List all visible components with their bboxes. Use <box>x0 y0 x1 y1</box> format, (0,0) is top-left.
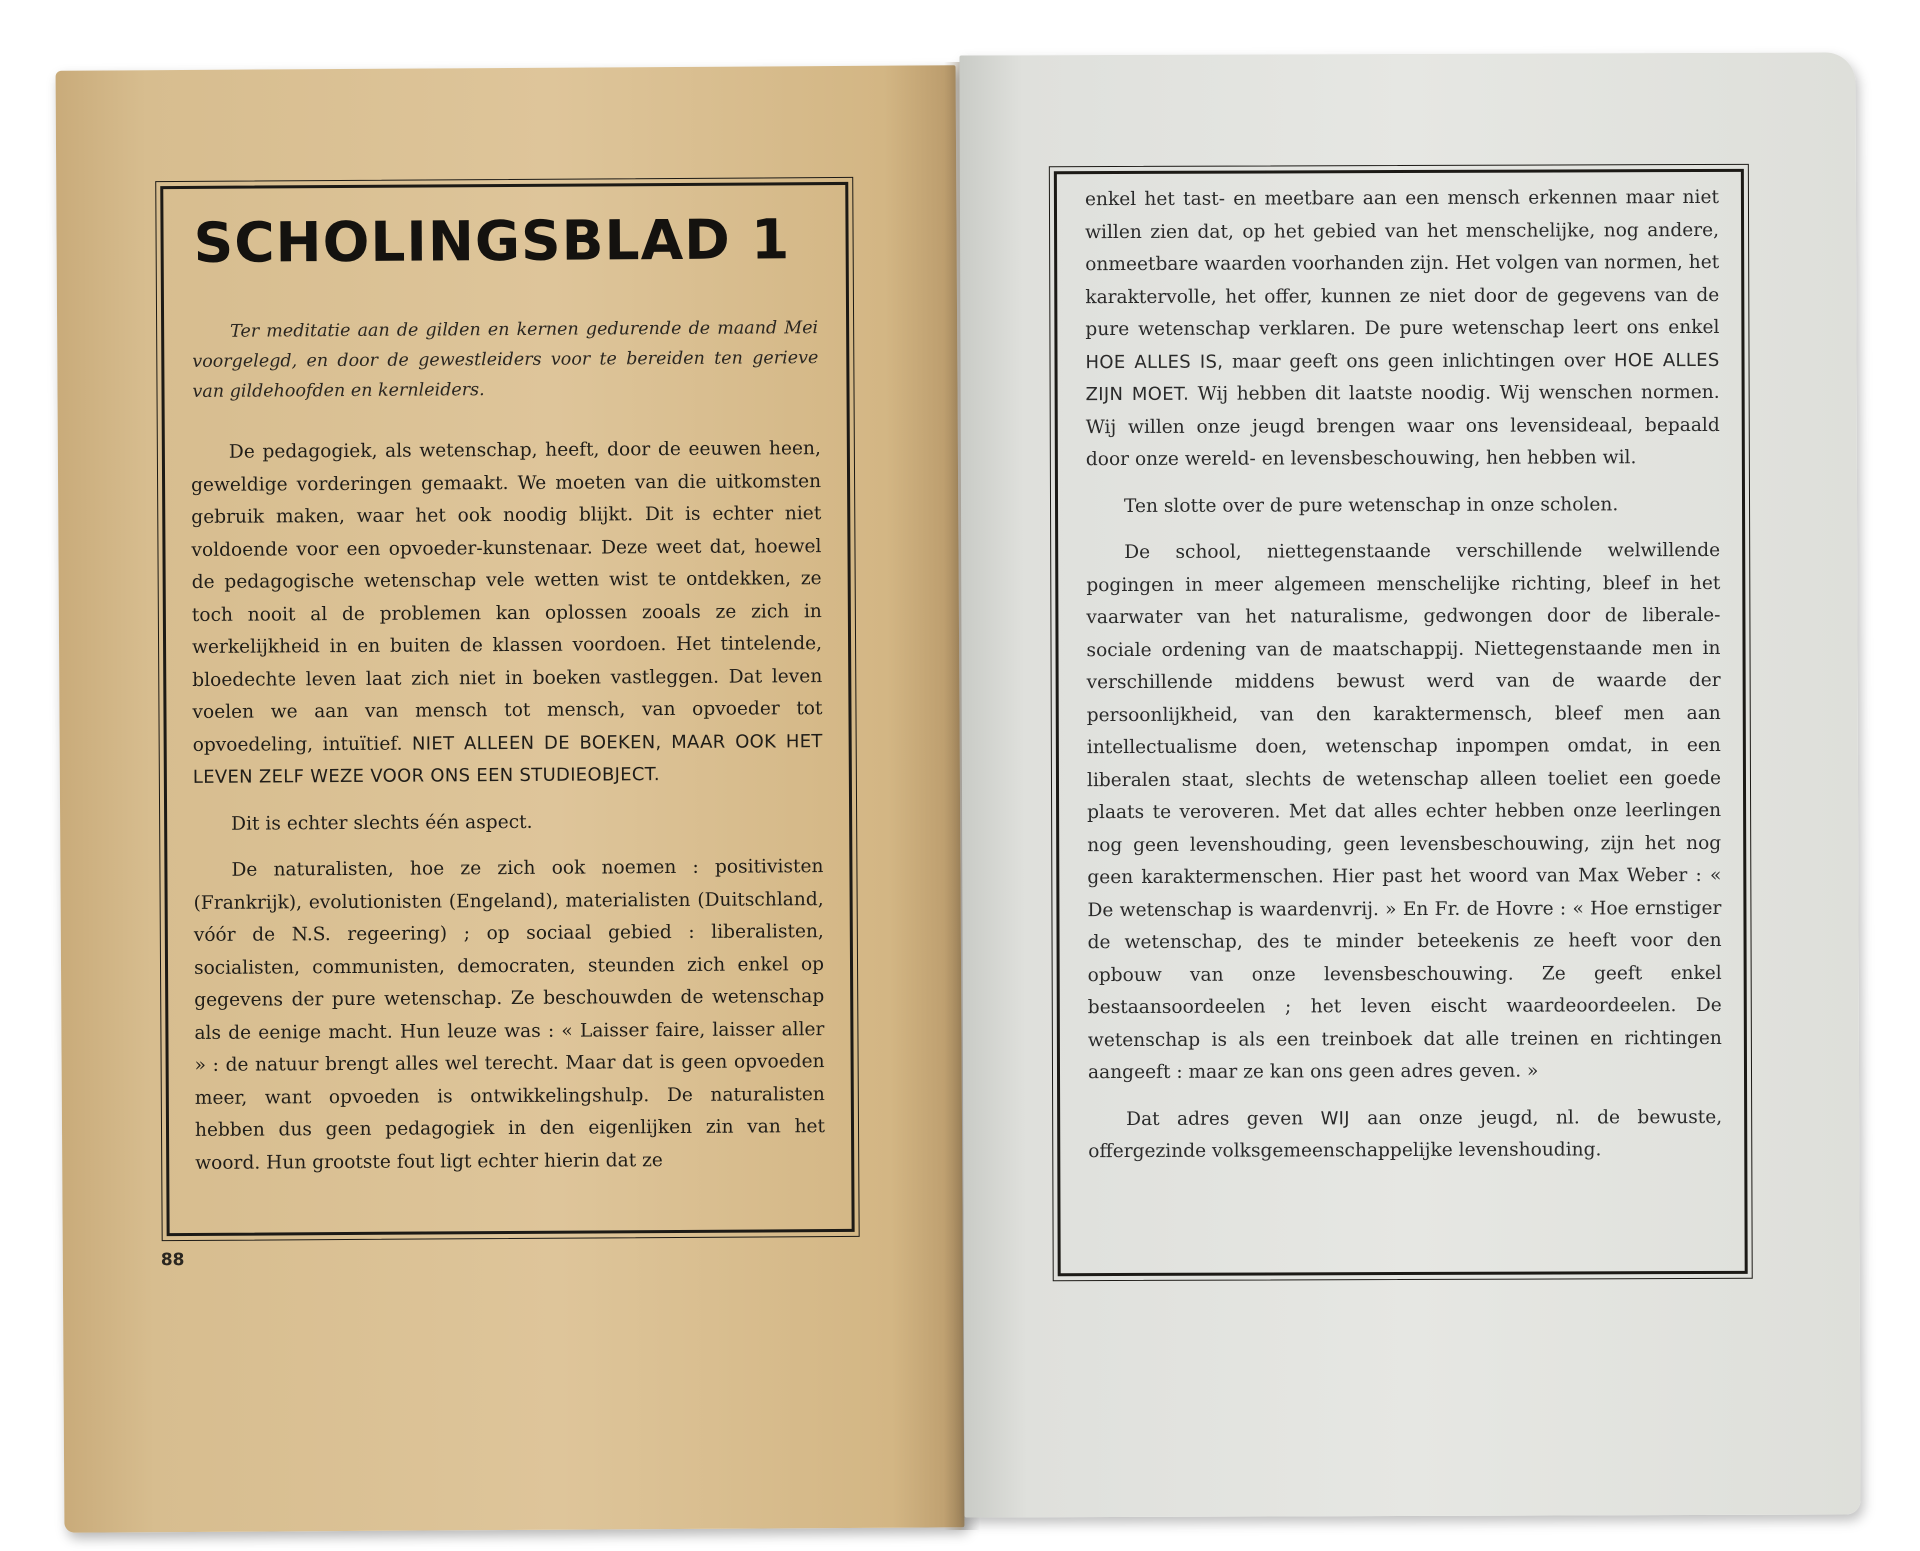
right-body-text <box>1085 182 1722 1183</box>
right-paragraph-1 <box>1085 182 1720 477</box>
left-paragraph-2: Dit is echter slechts één aspect. <box>231 811 533 835</box>
right-paragraph-4-text-b: aan onze jeugd, nl. de bewuste, offergezinde volksgemeenschappelijke levenshouding. <box>1088 1106 1723 1163</box>
left-paragraph-1-text: De pedagogiek, als wetenschap, heeft, door de eeuwen heen, geweldige vorderingen gemaakt. We moeten van die uitkomsten gebruik maken, waar het ook noodig blijkt. Dit is echter niet voldoende voor een opvoeder-kunstenaar. Deze weet dat, hoewel de pedagogische wetenschap vele wetten wist te ontdekken, ze toch nooit al de problemen kan oplossen zooals ze zich in werkelijkheid in en buiten de klassen voordoen. Het tintelende, bloedechte leven laat zich niet in boeken vastleggen. Dat leven voelen we aan van mensch tot mensch, van opvoeder tot opvoedeling, intuïtief. <box>191 438 823 756</box>
left-paragraph-3: De naturalisten, hoe ze zich ook noemen : positivisten (Frankrijk), evolutionisten (Engeland), materialisten (Duitschland, vóór de N.S. regeering) ; op sociaal gebied : liberalisten, socialisten, communisten, democraten, steunden zich enkel op gegevens der pure wetenschap. Ze beschouwden de wetenschap als de eenige macht. Hun leuze was : « Laisser faire, laisser aller » : de natuur brengt alles wel terecht. Maar dat is geen opvoeden meer, want opvoeden is ontwikkelingshulp. De naturalisten hebben dus geen pedagogiek in den eigenlijken zin van het woord. Hun grootste fout ligt echter hierin dat ze <box>193 856 826 1174</box>
page-title: SCHOLINGSBLAD 1 <box>193 207 791 275</box>
right-paragraph-1-text-b: maar geeft ons geen inlichtingen over <box>1231 349 1606 373</box>
right-paragraph-4-text-a: Dat adres geven <box>1126 1107 1304 1130</box>
right-page <box>959 52 1860 1517</box>
intro-paragraph: Ter meditatie aan de gilden en kernen gedurende de maand Mei voorgelegd, en door de gewestleiders voor te bereiden ten gerieve van gildehoofden en kernleiders. <box>192 318 819 402</box>
page-number: 88 <box>160 1249 185 1271</box>
right-paragraph-1-caps-2: HOE ALLES ZIJN MOET. <box>1085 349 1720 406</box>
left-paragraph-1-caps: NIET ALLEEN DE BOEKEN, MAAR OOK HET LEVEN ZELF WEZE VOOR ONS EEN STUDIEOBJECT. <box>192 730 823 788</box>
right-paragraph-4-caps: WIJ <box>1320 1107 1350 1129</box>
right-paragraph-1-text-a: enkel het tast- en meetbare aan een mensch erkennen maar niet willen zien dat, op het gebied van het menschelijke, nog andere, onmeetbare waarden voorhanden zijn. Het volgen van normen, het karaktervolle, het offer, kunnen ze niet door de gegevens van de pure wetenschap verklaren. De pure wetenschap leert ons enkel <box>1084 186 1720 341</box>
left-page-border-frame <box>160 182 854 1236</box>
left-body-text <box>191 433 826 1194</box>
left-page <box>56 65 965 1532</box>
right-paragraph-1-text-c: Wij hebben dit laatste noodig. Wij wenschen normen. Wij willen onze jeugd brengen waar ons levensideaal, bepaald door onze wereld- en levensbeschouwing, hen hebben wil. <box>1085 381 1720 471</box>
right-paragraph-2: Ten slotte over de pure wetenschap in onze scholen. <box>1123 493 1619 517</box>
left-paragraph-1 <box>191 433 823 794</box>
right-page-border-frame <box>1054 169 1748 1276</box>
right-paragraph-1-caps-1: HOE ALLES IS, <box>1085 351 1224 373</box>
right-paragraph-4 <box>1088 1101 1722 1168</box>
right-paragraph-3: De school, niettegenstaande verschillende welwillende pogingen in meer algemeen menschelijke richting, bleef in het vaarwater van het naturalisme, gedwongen door de liberale-sociale ordening van de maatschappij. Niettegenstaande men in verschillende middens bewust werd van de waarde der persoonlijkheid, van den karaktermensch, bleef men aan intellectualisme doen, wetenschap inpompen omdat, in een liberalen staat, slechts de wetenschap alleen toeliet een goede plaats te veroveren. Met dat alles echter hebben onze leerlingen nog geen levenshouding, geen levensbeschouwing, zijn het nog geen karaktermenschen. Hier past het woord van Max Weber : « De wetenschap is waardenvrij. » En Fr. de Hovre : « Hoe ernstiger de wetenschap, des te minder beteekenis ze heeft voor den opbouw van onze levensbeschouwing. Ze geeft enkel bestaansoordeelen ; het leven eischt waardeoordeelen. De wetenschap is als een treinboek dat alle treinen en richtingen aangeeft : maar ze kan ons geen adres geven. » <box>1086 539 1722 1084</box>
